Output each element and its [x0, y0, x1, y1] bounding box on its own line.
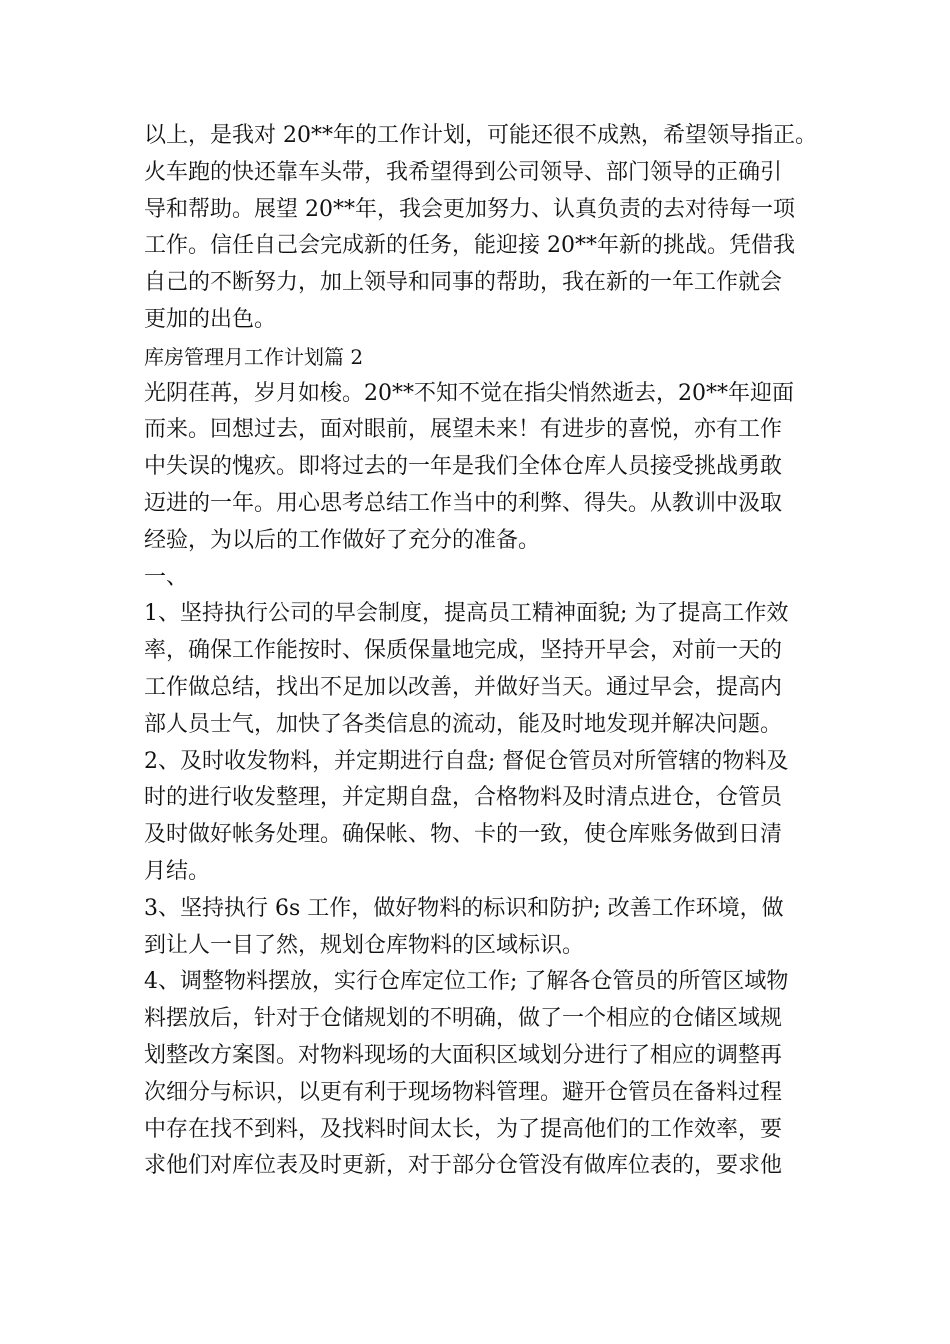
text-line: 部人员士气，加快了各类信息的流动，能及时地发现并解决问题。 [144, 711, 783, 737]
text-line: 更加的出色。 [144, 306, 277, 332]
text-line: 到让人一目了然，规划仓库物料的区域标识。 [144, 932, 585, 958]
text-line: 划整改方案图。对物料现场的大面积区域划分进行了相应的调整再 [144, 1042, 783, 1068]
text-line: 3、坚持执行 6s 工作，做好物料的标识和防护; 改善工作环境，做 [144, 895, 784, 921]
text-line: 光阴荏苒，岁月如梭。20**不知不觉在指尖悄然逝去，20**年迎面 [144, 380, 794, 406]
document-body [144, 118, 844, 1185]
text-line: 及时做好帐务处理。确保帐、物、卡的一致，使仓库账务做到日清 [144, 822, 783, 848]
text-line: 火车跑的快还靠车头带，我希望得到公司领导、部门领导的正确引 [144, 159, 783, 185]
text-line: 1、坚持执行公司的早会制度，提高员工精神面貌; 为了提高工作效 [144, 601, 789, 627]
text-line: 以上，是我对 20**年的工作计划，可能还很不成熟，希望领导指正。 [144, 123, 817, 148]
text-line: 月结。 [144, 858, 211, 884]
text-line: 率，确保工作能按时、保质保量地完成，坚持开早会，对前一天的 [144, 638, 783, 664]
text-line: 2、及时收发物料，并定期进行自盘; 督促仓管员对所管辖的物料及 [144, 748, 789, 774]
text-line: 料摆放后，针对于仓储规划的不明确，做了一个相应的仓储区域规 [144, 1006, 783, 1032]
text-line: 次细分与标识，以更有利于现场物料管理。避开仓管员在备料过程 [144, 1079, 783, 1105]
text-line: 导和帮助。展望 20**年，我会更加努力、认真负责的去对待每一项 [144, 196, 795, 222]
text-line: 而来。回想过去，面对眼前，展望未来！有进步的喜悦，亦有工作 [144, 417, 783, 443]
text-line: 中存在找不到料，及找料时间太长，为了提高他们的工作效率，要 [144, 1116, 783, 1142]
text-line: 中失误的愧疚。即将过去的一年是我们全体仓库人员接受挑战勇敢 [144, 454, 783, 480]
text-line: 经验，为以后的工作做好了充分的准备。 [144, 527, 541, 553]
text-line: 工作。信任自己会完成新的任务，能迎接 20**年新的挑战。凭借我 [144, 233, 795, 259]
section-heading: 库房管理月工作计划篇 2 [144, 344, 364, 369]
text-line: 迈进的一年。用心思考总结工作当中的利弊、得失。从教训中汲取 [144, 490, 783, 516]
text-line: 求他们对库位表及时更新，对于部分仓管没有做库位表的，要求他 [144, 1153, 783, 1179]
list-heading: 一、 [144, 564, 189, 590]
text-line: 工作做总结，找出不足加以改善，并做好当天。通过早会，提高内 [144, 674, 783, 700]
text-line: 4、调整物料摆放，实行仓库定位工作; 了解各仓管员的所管区域物 [144, 969, 789, 995]
text-line: 自己的不断努力，加上领导和同事的帮助，我在新的一年工作就会 [144, 270, 783, 296]
text-line: 时的进行收发整理，并定期自盘，合格物料及时清点进仓，仓管员 [144, 785, 783, 811]
